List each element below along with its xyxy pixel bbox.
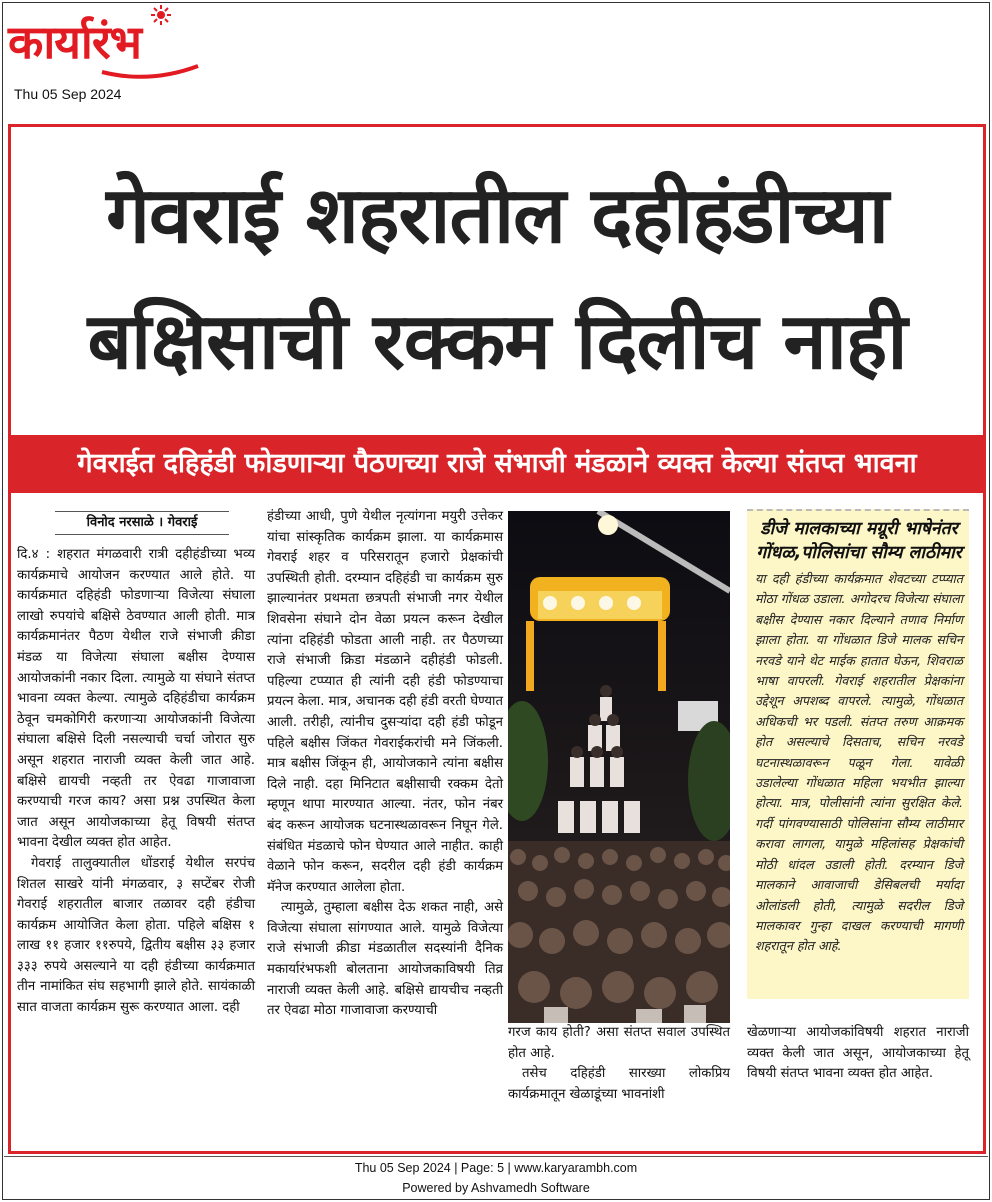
footer [0, 1158, 992, 1198]
logo-sun-icon [150, 4, 172, 26]
sidebar-box [747, 509, 969, 999]
footer-credit: Powered by Ashvamedh Software [402, 1181, 590, 1195]
dahihandi-photo [508, 511, 730, 1023]
masthead-date: Thu 05 Sep 2024 [14, 86, 122, 102]
paragraph: गरज काय होती? असा संतप्त सवाल उपस्थित होत आहे. [508, 1025, 730, 1061]
footer-divider [4, 1156, 988, 1157]
sidebar-body: या दही हंडीच्या कार्यक्रमात शेवटच्या टप्प्यात मोठा गोंधळ उडाला. अगोदरच विजेत्या संघाला बक्षीस देण्यास नकार दिल्याने तणाव निर्माण झाला होता. या गोंधळात डिजे मालक सचिन नरवडे याने थेट माईक हातात घेऊन, शिवराळ भाषा वापरली. गेवराई शहरातील प्रेक्षकांना उद्देशून अपशब्द वापरले. त्यामुळे, गोंधळात अधिकची भर पडली. संतप्त तरुण आक्रमक होत असल्याचे दिसताच, सचिन नरवडे घटनास्थळावरून पळून गेला. यावेळी उडालेल्या गोंधळात महिला भयभीत झाल्या होत्या. मात्र, पोलीसांनी त्यांना सुरक्षित केले. गर्दी पांगवण्यासाठी पोलिसांना सौम्य लाठीमार करावा लागला, यामुळे महिलांसह प्रेक्षकांची मोठी धांदल उडाली होती. दरम्यान डिजे मालकाने आवाजाची डेसिबलची मर्यादा ओलांडली होती, त्यामुळे सदरील डिजे मालकावर गुन्हा दाखल करण्याची मागणी शहरातून होत आहे. [755, 571, 963, 954]
column-4-text [747, 1023, 969, 1085]
masthead [4, 2, 224, 106]
paragraph: गेवराई तालुक्यातील धोंडराई येथील सरपंच शितल साखरे यांनी मंगळवार, ३ सप्टेंबर रोजी गेवराई शहरातील बाजार तळावर दही हंडीचा कार्यक्रम आयोजित केला होता. पहिले बक्षिस १ लाख ११ हजार ११रुपये, द्वितीय बक्षीस ३३ हजार ३३३ रुपये असल्याने या दही हंडीच्या कार्यक्रमात तीन नामांकित संघ सहभागी झाले होते. सायंकाळी सात वाजता कार्यक्रम सुरू करण्यात आला. दही [17, 855, 255, 1016]
column-3-text [508, 1023, 730, 1105]
paragraph: त्यामुळे, तुम्हाला बक्षीस देऊ शकत नाही, असे विजेत्या संघाला सांगण्यात आले. यामुळे विजेत्या राजे संभाजी क्रीडा मंडळातील सदस्यांनी दैनिक मकार्यारंभफशी बोलताना आयोजकाविषयी तिव्र नाराजी व्यक्त केली आहे. बक्षिसे द्यायचीच नव्हती तर ऐवढा मोठा गाजावाजा करण्याची [267, 900, 503, 1019]
column-1 [17, 507, 255, 1019]
sidebar-title: डीजे मालकाच्या मग्रूरी भाषेनंतर गोंधळ,पोलिसांचा सौम्य लाठीमार [756, 519, 962, 563]
paragraph: तसेच दहिहंडी सारख्या लोकप्रिय कार्यक्रमातून खेळाडूंच्या भावनांशी [508, 1066, 730, 1102]
headline-line-2: बक्षिसाची रक्कम दिलीच नाही [87, 297, 907, 387]
paragraph: हंडीच्या आधी, पुणे येथील नृत्यांगना मयुरी उत्तेकर यांचा सांस्कृतिक कार्यक्रम झाला. या कार्यक्रमास गेवराई शहर व परिसरातून हजारो प्रेक्षकांची उपस्थिती होती. दरम्यान दहिहंडी चा कार्यक्रम सुरु झाल्यानंतर प्रथमता छत्रपती संभाजी नगर येथील शिवसेना संघाने दोन वेळा प्रयत्न करून देखील त्यांना दहिहंडी फोडता आली नाही. तर पैठणच्या राजे संभाजी क्रिडा मंडळाने दहीहंडी फोडली. पहिल्या टप्प्यात ही त्यांनी दही हंडी फोडण्याचा प्रयत्न केला. मात्र, अचानक दही हंडी वरती घेण्यात आली. तरीही, त्यांनीच दुसऱ्यांदा दही हंडी फोडून पहिले बक्षीस जिंकत गेवराईकरांची मने जिंकली. मात्र बक्षीस जिंकून ही, आयोजकाने त्यांना बक्षीस दिले नाही. दहा मिनिटात बक्षीसाची रक्कम देतो म्हणून थापा मारण्यात आल्या. नंतर, फोन नंबर बंद करून आयोजक घटनास्थळावरून निघून गेले. संबंधित मंडळाचे फोन घेण्यात आले नाहीत. काही वेळाने फोन करून, सदरील दही हंडी कार्यक्रम मॅनेज करण्यात आलेला होता. [267, 509, 503, 895]
headline [11, 153, 983, 405]
logo: कार्यारंभ [8, 15, 141, 69]
subheadline: गेवराईत दहिहंडी फोडणाऱ्या पैठणच्या राजे संभाजी मंडळाने व्यक्त केल्या संतप्त भावना [11, 435, 983, 493]
footer-info: Thu 05 Sep 2024 | Page: 5 | www.karyarambh.com [354, 1161, 638, 1175]
paragraph: दि.४ : शहरात मंगळवारी रात्री दहीहंडीच्या भव्य कार्यक्रमाचे आयोजन करण्यात आले होते. या कार्यक्रमात दहिहंडी फोडणाऱ्या विजेत्या संघाला लाखो रुपयांचे बक्षिसे ठेवण्यात आली होती. मात्र कार्यक्रमानंतर पैठण येथील राजे संभाजी क्रीडा मंडळ या विजेत्या संघाला बक्षीस देण्यास आयोजकांनी नकार दिला. त्यामुळे या संघाने संतप्त भावना व्यक्त केल्या. त्यामुळे दहिहंडीचा कार्यक्रम ठेवून चमकोगिरी करणाऱ्या आयोजकांनी विजेत्या संघाला बक्षिसे दिली नसल्याची चर्चा जोरात सुरु असून शहरात नाराजी व्यक्त केली जात आहे. बक्षिसे द्यायची नव्हती तर ऐवढा गाजावाजा करण्याची गरज काय? असा प्रश्न उपस्थित केला जात असून आयोजकाच्या हेतू विषयी संतप्त भावना देखील व्यक्त होत आहेत. [17, 547, 255, 851]
paragraph: खेळणाऱ्या आयोजकांविषयी शहरात नाराजी व्यक्त केली जात असून, आयोजकाच्या हेतू विषयी संतप्त भावना व्यक्त होत आहेत. [747, 1025, 969, 1082]
headline-line-1: गेवराई शहरातील दहीहंडीच्या [106, 171, 888, 261]
article-frame [8, 124, 986, 1154]
logo-swoosh [100, 62, 200, 82]
byline: विनोद नरसाळे । गेवराई [55, 511, 229, 535]
column-2 [267, 507, 503, 1022]
